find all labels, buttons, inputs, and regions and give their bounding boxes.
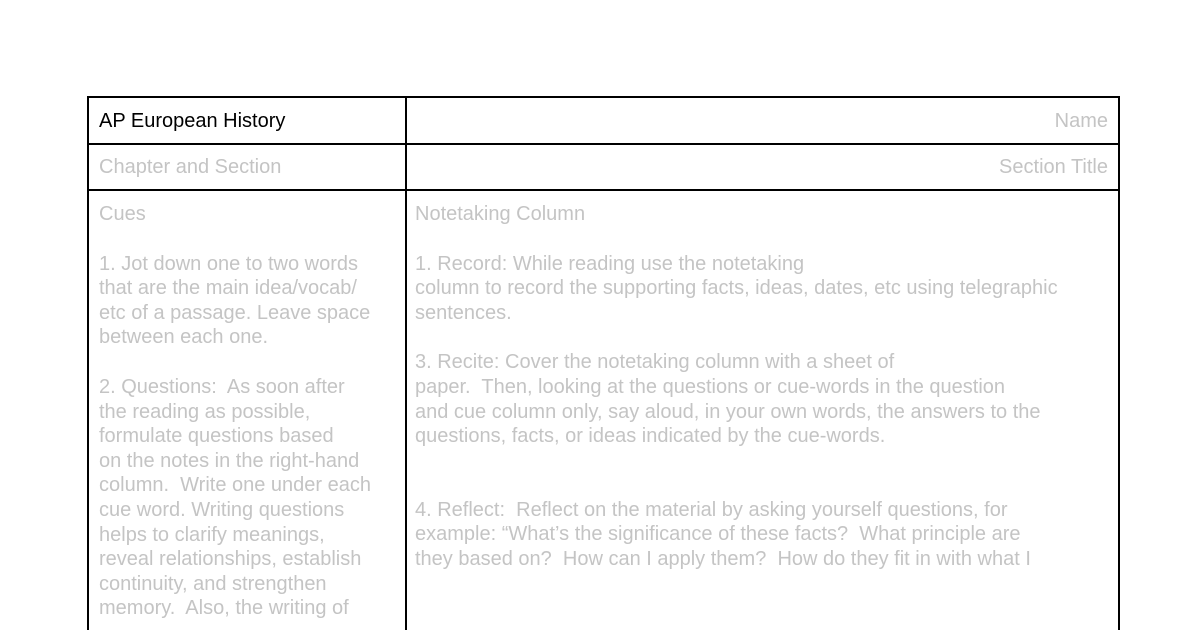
notes-line: sentences. — [415, 301, 512, 324]
cues-heading: Cues — [99, 203, 146, 225]
notes-line: example: “What’s the significance of these facts? What principle are — [415, 523, 1021, 546]
cues-paragraph — [99, 375, 399, 621]
notetaking-heading: Notetaking Column — [415, 203, 586, 225]
cues-paragraph — [99, 252, 399, 350]
chapter-section-field[interactable]: Chapter and Section — [99, 156, 282, 178]
cues-line: 1. Jot down one to two words — [99, 252, 359, 275]
notes-paragraph — [415, 252, 1115, 326]
cues-line: column. Write one under each — [99, 474, 372, 497]
cues-line: 2. Questions: As soon after — [99, 375, 345, 398]
cues-line: continuity, and strengthen — [99, 572, 327, 595]
cues-line: reveal relationships, establish — [99, 548, 362, 571]
section-title-field[interactable]: Section Title — [999, 156, 1108, 178]
cues-line: that are the main idea/vocab/ — [99, 277, 357, 300]
cues-line: memory. Also, the writing of — [99, 597, 349, 620]
notes-line: questions, facts, or ideas indicated by the cue-words. — [415, 425, 886, 448]
cues-line: the reading as possible, — [99, 400, 311, 423]
notes-paragraph — [415, 498, 1115, 572]
column-divider — [405, 98, 407, 630]
cornell-notes-template — [87, 96, 1120, 630]
notes-paragraph — [415, 350, 1115, 448]
cues-line: cue word. Writing questions — [99, 498, 345, 521]
notes-line: and cue column only, say aloud, in your own words, the answers to the — [415, 400, 1041, 423]
notes-line: 1. Record: While reading use the notetaking — [415, 252, 805, 275]
notes-line: column to record the supporting facts, ideas, dates, etc using telegraphic — [415, 277, 1058, 300]
cues-line: helps to clarify meanings, — [99, 523, 325, 546]
notes-line: paper. Then, looking at the questions or cue-words in the question — [415, 375, 1006, 398]
cues-column — [99, 202, 399, 630]
notes-line: 4. Reflect: Reflect on the material by asking yourself questions, for — [415, 498, 1008, 521]
notetaking-column — [415, 202, 1115, 597]
name-field[interactable]: Name — [1054, 110, 1108, 132]
notes-line: they based on? How can I apply them? How do they fit in with what I — [415, 547, 1031, 570]
cues-line: etc of a passage. Leave space — [99, 301, 371, 324]
notes-line: 3. Recite: Cover the notetaking column with a sheet of — [415, 351, 895, 374]
course-title: AP European History — [99, 110, 286, 132]
cues-line: formulate questions based — [99, 425, 334, 448]
cues-line: on the notes in the right-hand — [99, 449, 360, 472]
cues-line: between each one. — [99, 326, 269, 349]
